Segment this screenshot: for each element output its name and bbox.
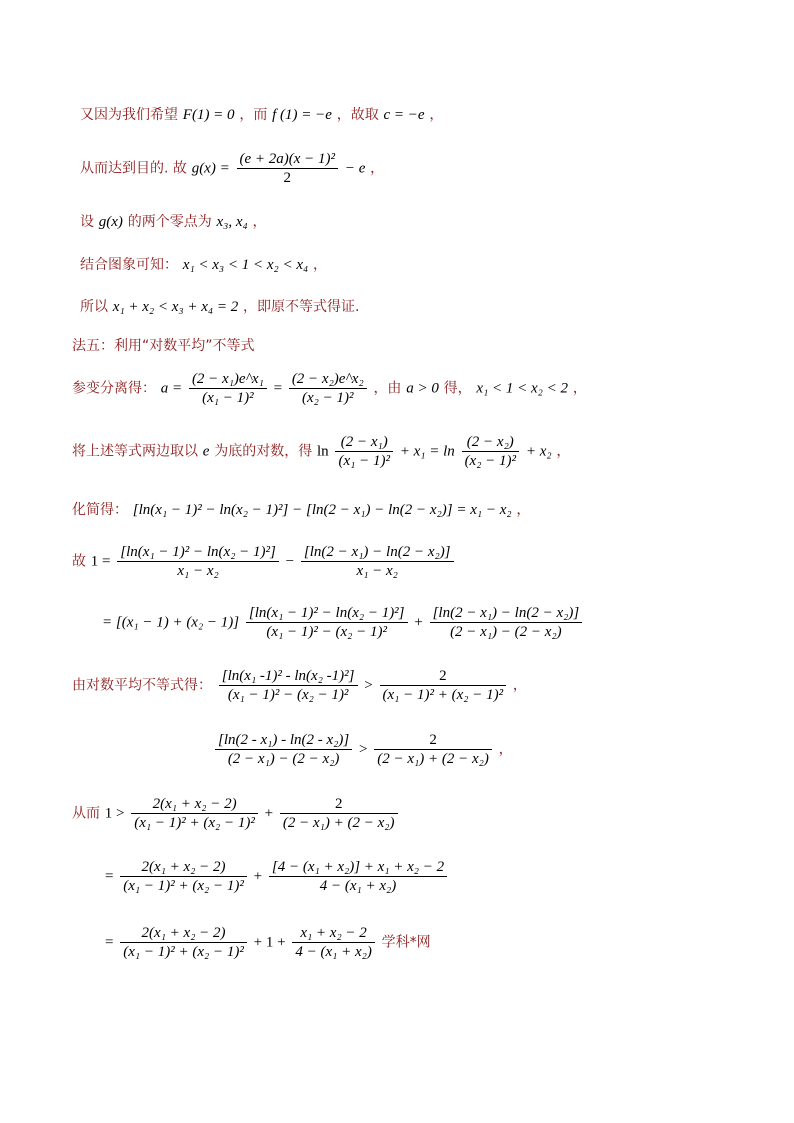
text-line-7: 参变分离得： a = $\frac{\text{(2 − x₁)e\textasciicircum{}x₁}}{\text{(x₁ − 1)²}}$ = $\frac{\text{(2 − x₂)e\textasciicircum{}x₂}}{\text{(x₂ − 1)²}}$ ，由 a > 0 得， x₁ < 1 < x₂ < 2 ， [72,371,587,406]
text-line-4: 结合图象可知： x₁ < x₃ < 1 < x₂ < x₄ ， [80,257,328,273]
fraction: $\frac{\text{(e + 2a)(x − 1)²}}{2}$ [237,150,339,187]
text-line-8: 将上述等式两边取以 e 为底的对数，得 ln $\frac{\text{(2 − x₁)}}{\text{(x₁ − 1)²}}$ + x₁ = ln $\frac{\text{(2 − x₂)}}{\text{(x₂ − 1)²}}$ + x₂ ， [72,434,571,469]
text-line-12: 由对数平均不等式得： $\frac{\text{[ln(x₁ -1)² - ln(x₂ -1)²]}}{\text{(x₁ − 1)² − (x₂ − 1)²}}$ > $\frac{2}{\text{(x₁ − 1)² + (x₂ − 1)²}}$ ， [72,668,527,703]
fraction: $\frac{\text{[4 − (x₁ + x₂)] + x₁ + x₂ − 2}}{\text{4 − (x₁ + x₂)}}$ [269,858,447,895]
watermark-text: 学科*网 [381,934,431,951]
text-line-10: 故 1 = $\frac{\text{[ln(x₁ − 1)² − ln(x₂ − 1)²]}}{\text{x₁ − x₂}}$ − $\frac{\text{[ln(2 − x₁) − ln(2 − x₂)]}}{\text{x₁ − x₂}}$ [72,543,456,580]
fraction: $\frac{\text{x₁ + x₂ − 2}}{\text{4 − (x₁ + x₂)}}$ [292,924,374,961]
fraction: $\frac{\text{[ln(x₁ -1)² - ln(x₂ -1)²]}}{\text{(x₁ − 1)² − (x₂ − 1)²}}$ [219,667,358,704]
fraction: $\frac{\text{2(x₁ + x₂ − 2)}}{\text{(x₁ − 1)² + (x₂ − 1)²}}$ [120,924,247,961]
text-line-3: 设 g(x) 的两个零点为 x₃, x₄ ， [80,214,267,230]
fraction: $\frac{\text{[ln(2 - x₁) - ln(2 - x₂)]}}{\text{(2 − x₁) − (2 − x₂)}}$ [215,731,352,768]
text-line-1: 又因为我们希望 F(1) = 0 ，而 f (1) = −e ，故取 c = −e ， [80,107,444,123]
fraction: $\frac{\text{(2 − x₁)}}{\text{(x₁ − 1)²}}$ [335,433,392,470]
text-line-9: 化简得： [ln(x₁ − 1)² − ln(x₂ − 1)²] − [ln(2 − x₁) − ln(2 − x₂)] = x₁ − x₂ ， [72,502,531,518]
text-line-5: 所以 x₁ + x₂ < x₃ + x₄ = 2 ，即原不等式得证. [80,299,360,315]
text-line-11: = [(x₁ − 1) + (x₂ − 1)] $\frac{\text{[ln(x₁ − 1)² − ln(x₂ − 1)²]}}{\text{(x₁ − 1)² − (x₂ − 1)²}}$ + $\frac{\text{[ln(2 − x₁) − ln(2 − x₂)]}}{\text{(2 − x₁) − (2 − x₂)}}$ [102,604,584,641]
text-line-2: 从而达到目的. 故 g(x) = $\frac{\text{(e + 2a)(x − 1)²}}{2}$ − e ， [80,151,385,186]
fraction: $\frac{\text{[ln(x₁ − 1)² − ln(x₂ − 1)²]}}{\text{(x₁ − 1)² − (x₂ − 1)²}}$ [246,604,408,641]
text-line-15: = $\frac{\text{2(x₁ + x₂ − 2)}}{\text{(x₁ − 1)² + (x₂ − 1)²}}$ + $\frac{\text{[4 − (x₁ + x₂)] + x₁ + x₂ − 2}}{\text{4 − (x₁ + x₂)}}$ [105,858,449,895]
fraction: $\frac{\text{(2 − x₁)e\textasciicircum{}x₁}}{\text{(x₁ − 1)²}}$ [189,370,267,407]
fraction: $\frac{\text{[ln(2 − x₁) − ln(2 − x₂)]}}{\text{x₁ − x₂}}$ [301,543,454,580]
text-line-14: 从而 1 > $\frac{\text{2(x₁ + x₂ − 2)}}{\text{(x₁ − 1)² + (x₂ − 1)²}}$ + $\frac{2}{\text{(2 − x₁) + (2 − x₂)}}$ [72,795,400,832]
fraction: $\frac{\text{[ln(x₁ − 1)² − ln(x₂ − 1)²]}}{\text{x₁ − x₂}}$ [117,543,279,580]
fraction: $\frac{2}{\text{(2 − x₁) + (2 − x₂)}}$ [280,795,398,832]
fraction: $\frac{2}{\text{(x₁ − 1)² + (x₂ − 1)²}}$ [380,667,507,704]
fraction: $\frac{\text{(2 − x₂)}}{\text{(x₂ − 1)²}}$ [462,433,519,470]
fraction: $\frac{\text{2(x₁ + x₂ − 2)}}{\text{(x₁ − 1)² + (x₂ − 1)²}}$ [131,795,258,832]
text-line-16: = $\frac{\text{2(x₁ + x₂ − 2)}}{\text{(x₁ − 1)² + (x₂ − 1)²}}$ + 1 + $\frac{\text{x₁ + x₂ − 2}}{\text{4 − (x₁ + x₂)}}$ 学科*网 [105,925,431,960]
fraction: $\frac{2}{\text{(2 − x₁) + (2 − x₂)}}$ [374,731,492,768]
text-line-13: $\frac{\text{[ln(2 - x₁) - ln(2 - x₂)]}}{\text{(2 − x₁) − (2 − x₂)}}$ > $\frac{2}{\text{(2 − x₁) + (2 − x₂)}}$ ， [213,731,513,768]
fraction: $\frac{\text{[ln(2 − x₁) − ln(2 − x₂)]}}{\text{(2 − x₁) − (2 − x₂)}}$ [430,604,583,641]
fraction: $\frac{\text{2(x₁ + x₂ − 2)}}{\text{(x₁ − 1)² + (x₂ − 1)²}}$ [120,858,247,895]
fraction: $\frac{\text{(2 − x₂)e\textasciicircum{}x₂}}{\text{(x₂ − 1)²}}$ [289,370,367,407]
method-five-heading: 法五：利用“对数平均”不等式 [72,338,255,354]
